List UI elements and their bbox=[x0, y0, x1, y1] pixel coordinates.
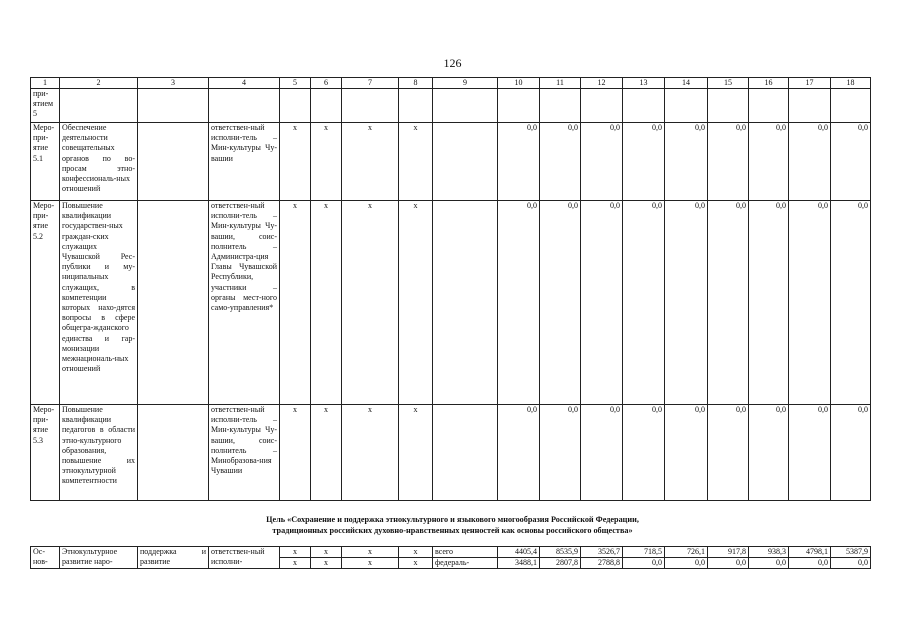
event-name-cell: Повышение квалификации педагогов в области этно-культурного образования, повышение их этнокультурной компетентности bbox=[60, 405, 138, 501]
table-row bbox=[31, 123, 871, 201]
code-cell: x bbox=[311, 405, 342, 501]
value-cell: 4405,4 bbox=[498, 547, 540, 558]
value-cell: 0,0 bbox=[581, 201, 623, 405]
value-cell: 2788,8 bbox=[581, 558, 623, 569]
table-row bbox=[31, 201, 871, 405]
value-cell: 0,0 bbox=[831, 201, 871, 405]
column-number: 18 bbox=[831, 78, 871, 89]
empty-cell bbox=[342, 89, 399, 123]
event-number-cell: Меро- при- ятие 5.2 bbox=[31, 201, 60, 405]
event-number-cell: Ос- нов- bbox=[31, 547, 60, 569]
code-cell: x bbox=[399, 123, 433, 201]
value-cell: 726,1 bbox=[665, 547, 708, 558]
responsible-cell: ответствен-ный исполни-тель – Мин-культуры Чу-вашии, соис-полнитель – Администра-ция Главы Чувашской Республики, участники – органы мест-ного само-управления* bbox=[209, 201, 280, 405]
direction-cell bbox=[138, 123, 209, 201]
event-number-cell: Меро- при- ятие 5.1 bbox=[31, 123, 60, 201]
empty-cell bbox=[831, 89, 871, 123]
value-cell: 0,0 bbox=[831, 558, 871, 569]
event-name-cell: Повышение квалификации государствен-ных граждан-ских служащих Чувашской Рес-публики и му-ниципальных служащих, в компетенции которых нахо-дятся вопросы в сфере общегра-жданского единства и гар-монизации межнациональ-ных отношений bbox=[60, 201, 138, 405]
value-cell: 0,0 bbox=[540, 123, 581, 201]
source-cell: федераль- bbox=[433, 558, 498, 569]
empty-cell bbox=[280, 89, 311, 123]
empty-cell bbox=[138, 89, 209, 123]
table-row bbox=[31, 89, 871, 123]
code-cell: x bbox=[399, 558, 433, 569]
page-number: 126 bbox=[443, 56, 462, 70]
column-number: 11 bbox=[540, 78, 581, 89]
direction-cell: поддержка и развитие bbox=[138, 547, 209, 569]
code-cell: x bbox=[399, 201, 433, 405]
value-cell: 0,0 bbox=[623, 558, 665, 569]
code-cell: x bbox=[280, 201, 311, 405]
empty-cell bbox=[498, 89, 540, 123]
column-number: 12 bbox=[581, 78, 623, 89]
source-cell bbox=[433, 123, 498, 201]
value-cell: 0,0 bbox=[708, 405, 749, 501]
value-cell: 0,0 bbox=[498, 123, 540, 201]
value-cell: 0,0 bbox=[831, 123, 871, 201]
value-cell: 0,0 bbox=[498, 405, 540, 501]
value-cell: 0,0 bbox=[749, 123, 789, 201]
source-cell bbox=[433, 405, 498, 501]
value-cell: 0,0 bbox=[581, 405, 623, 501]
column-number: 9 bbox=[433, 78, 498, 89]
empty-cell bbox=[708, 89, 749, 123]
value-cell: 0,0 bbox=[789, 405, 831, 501]
value-cell: 4798,1 bbox=[789, 547, 831, 558]
value-cell: 0,0 bbox=[623, 405, 665, 501]
code-cell: x bbox=[399, 547, 433, 558]
direction-cell bbox=[138, 201, 209, 405]
code-cell: x bbox=[311, 201, 342, 405]
empty-cell bbox=[581, 89, 623, 123]
column-number: 8 bbox=[399, 78, 433, 89]
empty-cell bbox=[665, 89, 708, 123]
column-number: 4 bbox=[209, 78, 280, 89]
column-number: 17 bbox=[789, 78, 831, 89]
value-cell: 0,0 bbox=[665, 201, 708, 405]
table-row bbox=[31, 405, 871, 501]
empty-cell bbox=[749, 89, 789, 123]
code-cell: x bbox=[342, 123, 399, 201]
responsible-cell: ответствен-ный исполни- bbox=[209, 547, 280, 569]
value-cell: 0,0 bbox=[749, 201, 789, 405]
code-cell: x bbox=[280, 123, 311, 201]
code-cell: x bbox=[342, 558, 399, 569]
value-cell: 0,0 bbox=[708, 201, 749, 405]
column-number: 10 bbox=[498, 78, 540, 89]
value-cell: 0,0 bbox=[540, 405, 581, 501]
responsible-cell: ответствен-ный исполни-тель – Мин-культуры Чу-вашии bbox=[209, 123, 280, 201]
program-table-continued bbox=[30, 546, 871, 569]
table-row bbox=[31, 547, 871, 558]
empty-cell bbox=[399, 89, 433, 123]
code-cell: x bbox=[311, 547, 342, 558]
value-cell: 0,0 bbox=[498, 201, 540, 405]
value-cell: 0,0 bbox=[831, 405, 871, 501]
code-cell: x bbox=[342, 547, 399, 558]
value-cell: 917,8 bbox=[708, 547, 749, 558]
code-cell: x bbox=[311, 558, 342, 569]
event-number-cell: Меро- при- ятие 5.3 bbox=[31, 405, 60, 501]
value-cell: 0,0 bbox=[540, 201, 581, 405]
goal-heading: Цель «Сохранение и поддержка этнокультурного и языкового многообразия Российской Федерации, традиционных российских духовно-нравственных ценностей как основы российского общества» bbox=[266, 515, 639, 535]
direction-cell bbox=[138, 405, 209, 501]
empty-cell bbox=[60, 89, 138, 123]
code-cell: x bbox=[280, 547, 311, 558]
value-cell: 938,3 bbox=[749, 547, 789, 558]
value-cell: 0,0 bbox=[789, 123, 831, 201]
value-cell: 0,0 bbox=[749, 558, 789, 569]
column-number: 1 bbox=[31, 78, 60, 89]
column-number: 15 bbox=[708, 78, 749, 89]
value-cell: 5387,9 bbox=[831, 547, 871, 558]
empty-cell bbox=[623, 89, 665, 123]
empty-cell bbox=[209, 89, 280, 123]
empty-cell bbox=[789, 89, 831, 123]
event-name-cell: Обеспечение деятельности совещательных органов по во-просам этно-конфессиональ-ных отношений bbox=[60, 123, 138, 201]
code-cell: x bbox=[280, 558, 311, 569]
value-cell: 0,0 bbox=[749, 405, 789, 501]
value-cell: 8535,9 bbox=[540, 547, 581, 558]
source-cell bbox=[433, 201, 498, 405]
column-number: 5 bbox=[280, 78, 311, 89]
column-number: 13 bbox=[623, 78, 665, 89]
code-cell: x bbox=[280, 405, 311, 501]
value-cell: 0,0 bbox=[708, 558, 749, 569]
empty-cell bbox=[433, 89, 498, 123]
value-cell: 3526,7 bbox=[581, 547, 623, 558]
event-cell: при- ятием 5 bbox=[31, 89, 60, 123]
empty-cell bbox=[311, 89, 342, 123]
code-cell: x bbox=[399, 405, 433, 501]
responsible-cell: ответствен-ный исполни-тель – Мин-культуры Чу-вашии, соис-полнитель – Минобразова-ния Чувашии bbox=[209, 405, 280, 501]
value-cell: 0,0 bbox=[623, 123, 665, 201]
value-cell: 718,5 bbox=[623, 547, 665, 558]
value-cell: 0,0 bbox=[789, 201, 831, 405]
event-name-cell: Этнокультурное развитие наро- bbox=[60, 547, 138, 569]
column-number: 16 bbox=[749, 78, 789, 89]
value-cell: 0,0 bbox=[708, 123, 749, 201]
value-cell: 0,0 bbox=[581, 123, 623, 201]
source-cell: всего bbox=[433, 547, 498, 558]
program-table bbox=[30, 77, 871, 501]
value-cell: 0,0 bbox=[665, 405, 708, 501]
code-cell: x bbox=[342, 201, 399, 405]
value-cell: 0,0 bbox=[665, 123, 708, 201]
column-number: 3 bbox=[138, 78, 209, 89]
code-cell: x bbox=[311, 123, 342, 201]
column-number: 2 bbox=[60, 78, 138, 89]
value-cell: 0,0 bbox=[623, 201, 665, 405]
value-cell: 3488,1 bbox=[498, 558, 540, 569]
column-number: 6 bbox=[311, 78, 342, 89]
empty-cell bbox=[540, 89, 581, 123]
value-cell: 0,0 bbox=[789, 558, 831, 569]
column-number: 7 bbox=[342, 78, 399, 89]
value-cell: 2807,8 bbox=[540, 558, 581, 569]
column-number: 14 bbox=[665, 78, 708, 89]
header-row bbox=[31, 78, 871, 89]
value-cell: 0,0 bbox=[665, 558, 708, 569]
code-cell: x bbox=[342, 405, 399, 501]
